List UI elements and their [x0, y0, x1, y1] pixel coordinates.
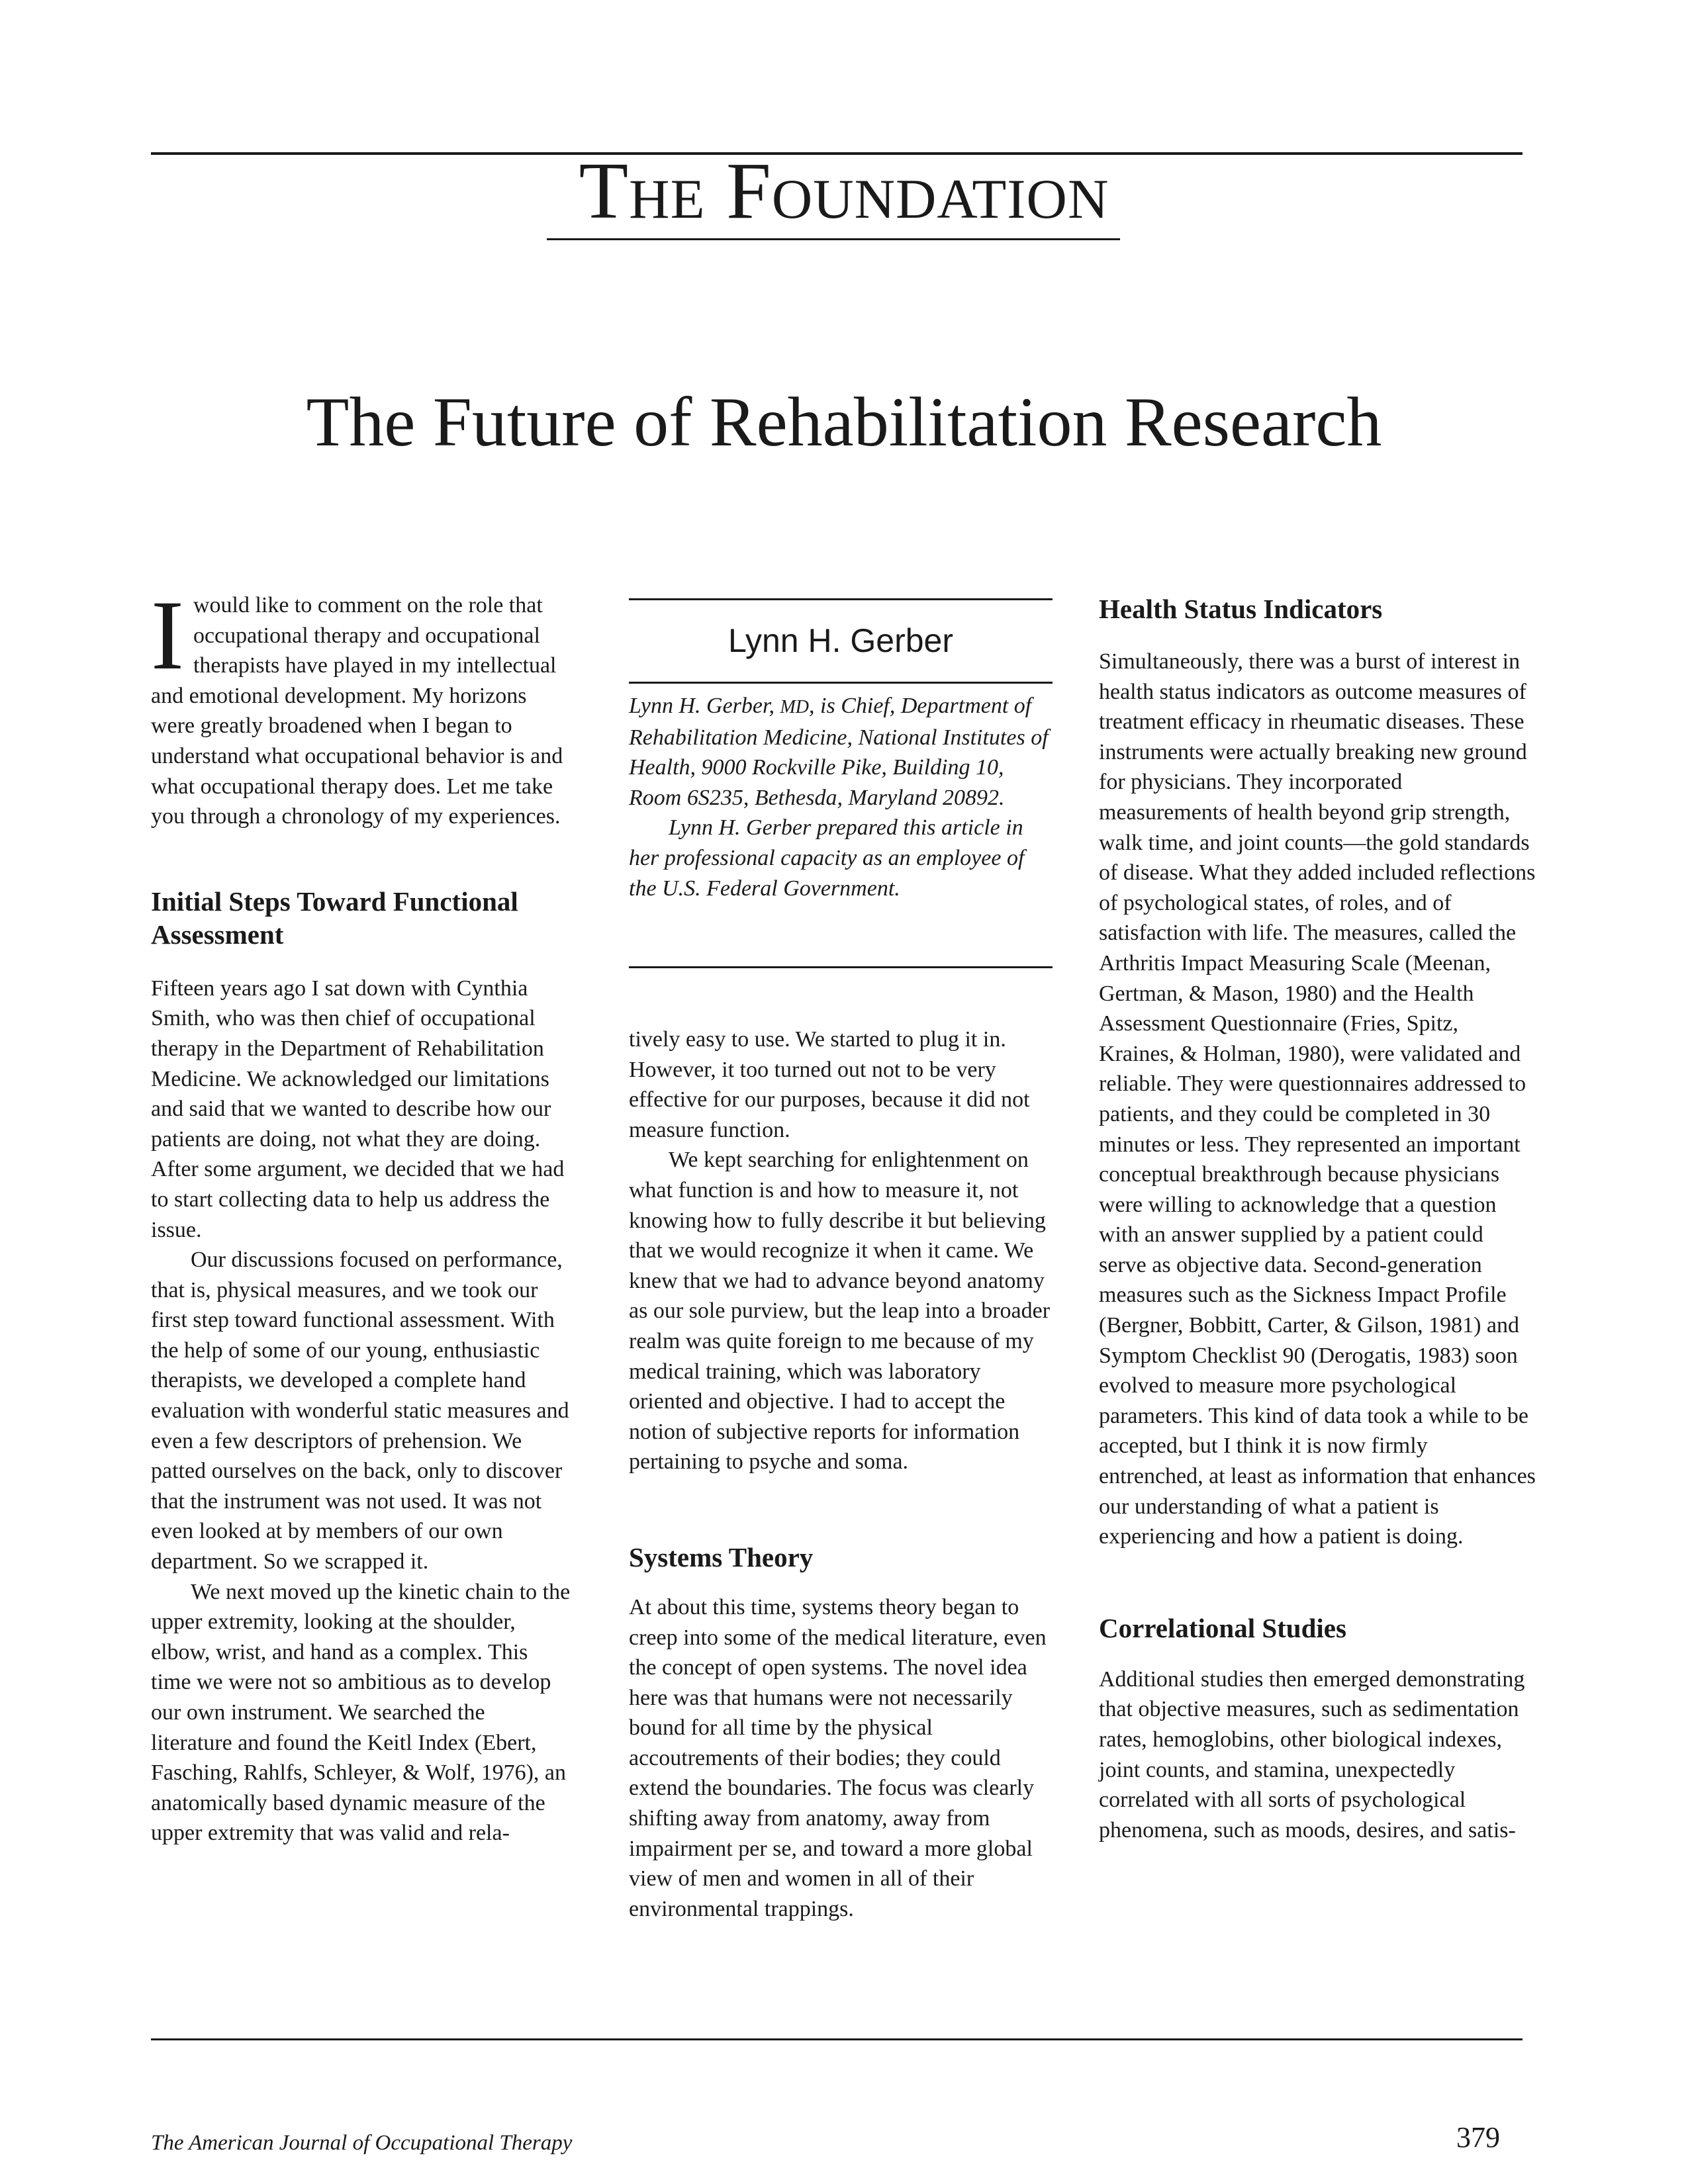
paragraph: Simultaneously, there was a burst of interest in health status indicators as outcome measures of treatment efficacy in rheumatic diseases. These instruments were actually breaking new ground for physicians. They incorporated measurements of health beyond grip strength, walk time, and joint counts—the gold standards of disease. What they added included reflections of psychological states, of roles, and of satisfaction with life. The measures, called the Arthritis Impact Measuring Scale (Meenan, Gertman, & Mason, 1980) and the Health Assessment Questionnaire (Fries, Spitz, Kraines, & Holman, 1980), were validated and reliable. They were questionnaires addressed to patients, and they could be completed in 30 minutes or less. They represented an important conceptual breakthrough because physicians were willing to acknowledge that a question with an answer supplied by a patient could serve as objective data. Second-generation measures such as the Sickness Impact Profile (Bergner, Bobbitt, Carter, & Gilson, 1981) and Symptom Checklist 90 (Derogatis, 1983) soon evolved to measure more psychological parameters. This kind of data took a while to be accepted, but I think it is now firmly entrenched, at least as information that enhances our understanding of what a patient is experiencing and how a patient is doing.: [1099, 649, 1536, 1549]
column-1: [151, 580, 571, 1848]
paragraph: At about this time, systems theory began to creep into some of the medical literature, even the concept of open systems. The novel idea here was that humans were not necessarily bound for all time by the physical accoutrements of their bodies; they could extend the boundaries. The focus was clearly shifting away from anatomy, away from impairment per se, and toward a more global view of men and women in all of their environmental trappings.: [629, 1594, 1047, 1921]
paragraph: Fifteen years ago I sat down with Cynthia Smith, who was then chief of occupational therapy in the Department of Rehabilitation Medicine. We acknowledged our limitations and said that we wanted to describe how our patients are doing, not what they are doing. After some argument, we decided that we had to start collecting data to help us address the issue.: [151, 976, 565, 1242]
intro-paragraph: [151, 580, 571, 832]
author-affiliation: [629, 691, 1053, 813]
section-title: The Foundation: [579, 146, 1109, 236]
paragraph: We kept searching for enlightenment on what function is and how to measure it, not knowing how to fully describe it but believing that we would recognize it when it came. We knew that we had to advance beyond anatomy as our sole purview, but the leap into a broader realm was quite foreign to me because of my medical training, which was laboratory oriented and objective. I had to accept the notion of subjective reports for information pertaining to psyche and soma.: [629, 1148, 1051, 1475]
column-2: [629, 1024, 1053, 1924]
author-bio-rest: , is Chief, Department of Rehabilitation Medicine, National Institutes of Health, 9000 Rockville Pike, Building 10, Room 6S235, Bethesda, Maryland 20892.: [629, 694, 1049, 810]
author-bio-name: Lynn H. Gerber,: [629, 694, 780, 718]
author-bio: [629, 691, 1053, 903]
author-name: Lynn H. Gerber: [728, 622, 953, 659]
heading-correlational-studies: Correlational Studies: [1099, 1612, 1346, 1643]
section-title-underline: [547, 238, 1120, 240]
page-number: 379: [1456, 2121, 1500, 2154]
author-box-bottom-rule: [629, 966, 1053, 968]
article-title: The Future of Rehabilitation Research: [306, 383, 1382, 461]
column-3: [1099, 592, 1536, 1845]
intro-text: would like to comment on the role that occupational therapy and occupational therapists have played in my intellectual and emotional development. My horizons were greatly broadened when I began to understand what occupational behavior is and what occupational therapy does. Let me take you through a chronology of my experiences.: [151, 593, 563, 829]
paragraph: Our discussions focused on performance, that is, physical measures, and we took our first step toward functional assessment. With the help of some of our young, enthusiastic therapists, we developed a complete hand evaluation with wonderful static measures and even a few descriptors of prehension. We patted ourselves on the back, only to discover that the instrument was not used. It was not even looked at by members of our own department. So we scrapped it.: [151, 1248, 569, 1574]
paragraph: We next moved up the kinetic chain to the upper extremity, looking at the shoulder, elbow, wrist, and hand as a complex. This time we were not so ambitious as to develop our own instrument. We searched the literature and found the Keitl Index (Ebert, Fasching, Rahlfs, Schleyer, & Wolf, 1976), an anatomically based dynamic measure of the upper extremity that was valid and rela-: [151, 1579, 571, 1846]
author-box-mid-rule: [629, 682, 1053, 684]
author-note: Lynn H. Gerber prepared this article in her professional capacity as an employee of the U.S. Federal Government.: [629, 815, 1025, 901]
drop-cap: I: [151, 580, 184, 690]
paragraph: tively easy to use. We started to plug it in. However, it too turned out not to be very effective for our purposes, because it did not measure function.: [629, 1027, 1030, 1142]
author-degree: MD: [780, 697, 810, 717]
footer-rule: [151, 2038, 1523, 2040]
heading-initial-steps: Initial Steps Toward Functional Assessment: [151, 886, 518, 950]
paragraph: Additional studies then emerged demonstrating that objective measures, such as sedimentation rates, hemoglobins, other biological indexes, joint counts, and stamina, unexpectedly correlated with all sorts of psychological phenomena, such as moods, desires, and satis-: [1099, 1666, 1525, 1843]
heading-systems-theory: Systems Theory: [629, 1541, 814, 1572]
author-box-top-rule: [629, 598, 1053, 600]
heading-health-status-indicators: Health Status Indicators: [1099, 594, 1383, 624]
footer-journal-name: The American Journal of Occupational Therapy: [151, 2131, 573, 2155]
